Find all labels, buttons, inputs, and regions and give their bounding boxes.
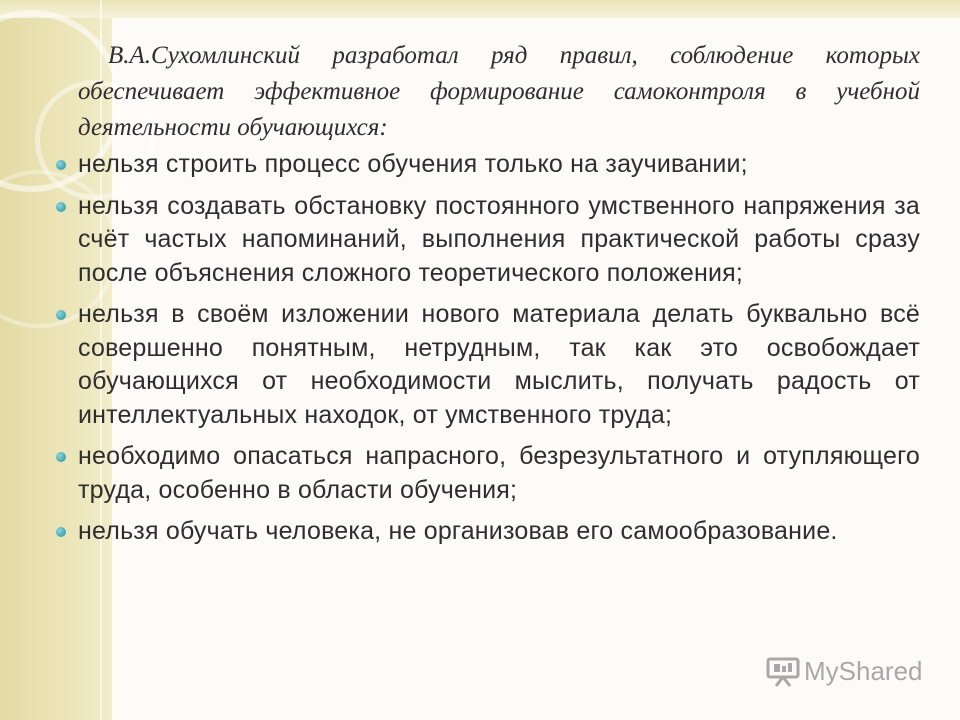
rule-text: нельзя обучать человека, не организовав его самообразование. <box>78 517 838 545</box>
bullet-icon <box>56 160 66 170</box>
bullet-icon <box>56 310 66 320</box>
rules-list <box>78 148 920 549</box>
rule-text: необходимо опасаться напрасного, безрезультатного и отупляющего труда, особенно в области обучения; <box>78 442 920 504</box>
presentation-board-icon <box>766 657 800 687</box>
bullet-icon <box>56 202 66 212</box>
rule-text: нельзя создавать обстановку постоянного умственного напряжения за счёт частых напоминаний, выполнения практической работы сразу после объяснения сложного теоретического положения; <box>78 191 920 287</box>
bullet-icon <box>56 527 66 537</box>
list-item <box>78 515 920 549</box>
bullet-icon <box>56 452 66 462</box>
decorative-top-band <box>0 0 960 18</box>
watermark-text: MyShared <box>804 656 923 686</box>
list-item <box>78 148 920 182</box>
rule-text: нельзя в своём изложении нового материала делать буквально всё совершенно понятным, нетрудным, так как это освобождает обучающихся от необходимости мыслить, получать радость от интеллектуальных находок, от умственного труда; <box>78 300 920 429</box>
rule-text: нельзя строить процесс обучения только на заучивании; <box>78 150 748 178</box>
list-item <box>78 440 920 507</box>
watermark <box>766 656 923 687</box>
slide-content <box>78 38 920 557</box>
list-item <box>78 298 920 432</box>
list-item <box>78 190 920 291</box>
intro-paragraph: В.А.Сухомлинский разработал ряд правил, соблюдение которых обеспечивает эффективное формирование самоконтроля в учебной деятельности обучающихся: <box>78 42 920 141</box>
